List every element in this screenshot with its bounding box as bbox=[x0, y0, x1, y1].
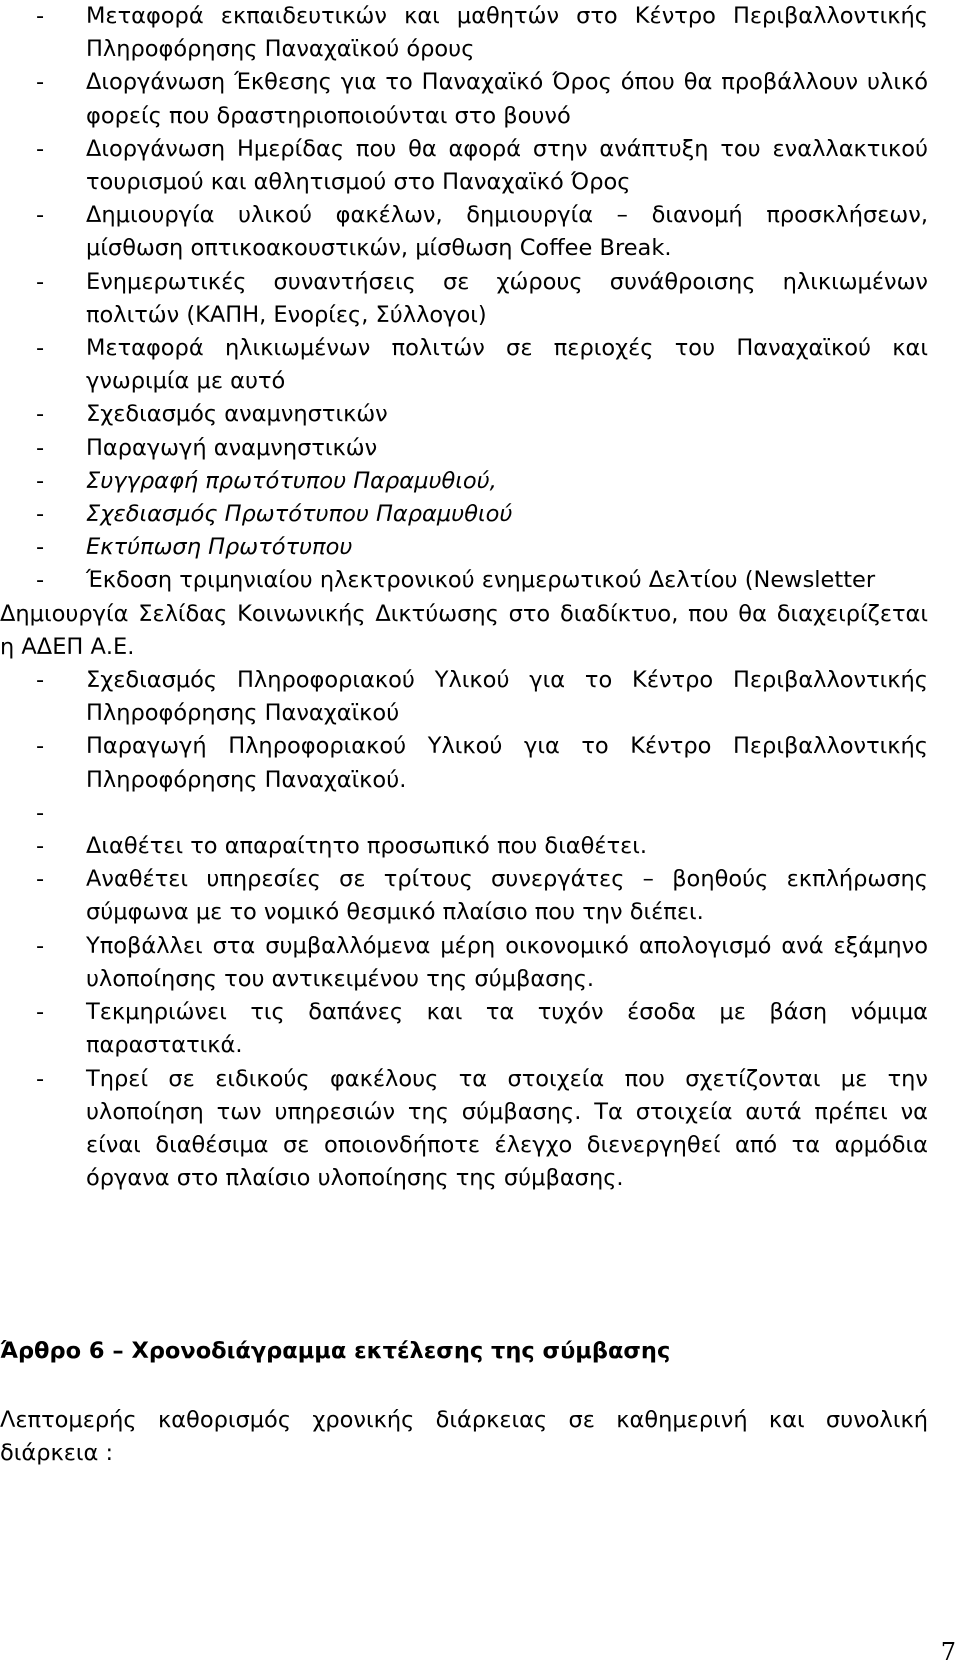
list-item bbox=[36, 432, 928, 465]
list-item-text: Διοργάνωση Ημερίδας που θα αφορά στην ανάπτυξη του εναλλακτικού τουρισμού και αθλητισμού στο Παναχαϊκό Όρος bbox=[86, 135, 928, 196]
list-item-text: Τεκμηριώνει τις δαπάνες και τα τυχόν έσοδα με βάση νόμιμα παραστατικά. bbox=[86, 999, 928, 1059]
list-item bbox=[36, 465, 928, 498]
list-item-text: Σχεδιασμός Πληροφοριακού Υλικού για το Κέντρο Περιβαλλοντικής Πληροφόρησης Παναχαϊκού bbox=[86, 667, 928, 727]
list-dash: - bbox=[36, 135, 45, 162]
list-item-text: Σχεδιασμός αναμνηστικών bbox=[86, 401, 388, 428]
list-item bbox=[36, 863, 928, 929]
list-item-text: Σχεδιασμός Πρωτότυπου Παραμυθιού bbox=[86, 501, 513, 528]
list-item bbox=[36, 1063, 928, 1196]
page-number: 7 bbox=[940, 1638, 956, 1666]
list-item bbox=[36, 730, 928, 796]
list-item bbox=[36, 531, 928, 564]
list-dash: - bbox=[36, 467, 45, 494]
list-item bbox=[36, 332, 928, 398]
list-dash: - bbox=[36, 202, 45, 229]
list-item-text: Παραγωγή αναμνηστικών bbox=[86, 434, 378, 461]
list-dash: - bbox=[36, 434, 45, 461]
list-item-text: Παραγωγή Πληροφοριακού Υλικού για το Κέντρο Περιβαλλοντικής Πληροφόρησης Παναχαϊκού. bbox=[86, 733, 928, 793]
list-dash: - bbox=[36, 268, 45, 295]
list-item-text: Μεταφορά εκπαιδευτικών και μαθητών στο Κέντρο Περιβαλλοντικής Πληροφόρησης Παναχαϊκού όρους bbox=[86, 3, 928, 63]
list-item bbox=[36, 996, 928, 1062]
list-item bbox=[36, 398, 928, 431]
list-item-text: Διοργάνωση Έκθεσης για το Παναχαϊκό Όρος όπου θα προβάλλουν υλικό φορείς που δραστηριοποιούνται στο βουνό bbox=[86, 69, 928, 129]
list-dash: - bbox=[36, 799, 45, 826]
list-item-text: Έκδοση τριμηνιαίου ηλεκτρονικού ενημερωτικού Δελτίου (Newsletter bbox=[86, 567, 876, 594]
list-item-text: Δημιουργία υλικού φακέλων, δημιουργία – διανομή προσκλήσεων, μίσθωση οπτικοακουστικών, μίσθωση Coffee Break. bbox=[86, 202, 928, 262]
list-dash: - bbox=[36, 999, 45, 1026]
list-dash: - bbox=[36, 667, 45, 694]
list-dash: - bbox=[36, 833, 45, 860]
list-item bbox=[36, 930, 928, 996]
list-item-text bbox=[86, 800, 93, 826]
list-item bbox=[36, 830, 928, 863]
list-item bbox=[36, 66, 928, 132]
list-dash: - bbox=[36, 932, 45, 959]
section-paragraph: Λεπτομερής καθορισμός χρονικής διάρκειας σε καθημερινή και συνολική διάρκεια : bbox=[0, 1407, 928, 1467]
list-dash: - bbox=[36, 335, 45, 362]
list-dash: - bbox=[36, 567, 45, 594]
list-item-text: Συγγραφή πρωτότυπου Παραμυθιού, bbox=[86, 467, 497, 494]
list-item bbox=[36, 797, 928, 830]
list-item bbox=[36, 266, 928, 332]
list-item-text: Αναθέτει υπηρεσίες σε τρίτους συνεργάτες – βοηθούς εκπλήρωσης σύμφωνα με το νομικό θεσμικό πλαίσιο που την διέπει. bbox=[86, 866, 928, 926]
list-item-text: Μεταφορά ηλικιωμένων πολιτών σε περιοχές του Παναχαϊκού και γνωριμία με αυτό bbox=[86, 335, 928, 395]
section-heading: Άρθρο 6 – Χρονοδιάγραμμα εκτέλεσης της σύμβασης bbox=[0, 1338, 671, 1364]
list-item bbox=[36, 564, 928, 597]
list-item-text: Υποβάλλει στα συμβαλλόμενα μέρη οικονομικό απολογισμό ανά εξάμηνο υλοποίησης του αντικειμένου της σύμβασης. bbox=[86, 932, 928, 992]
list-item bbox=[36, 664, 928, 730]
list-item bbox=[36, 498, 928, 531]
list-item-text: Ενημερωτικές συναντήσεις σε χώρους συνάθροισης ηλικιωμένων πολιτών (ΚΑΠΗ, Ενορίες, Σύλλογοι) bbox=[86, 268, 928, 328]
list-dash: - bbox=[36, 3, 45, 29]
list-dash: - bbox=[36, 501, 45, 528]
list-dash: - bbox=[36, 534, 45, 561]
list-item-text: Εκτύπωση Πρωτότυπου bbox=[86, 534, 353, 561]
list-item bbox=[36, 199, 928, 265]
list-item-text: Διαθέτει το απαραίτητο προσωπικό που διαθέτει. bbox=[86, 833, 648, 860]
list-item-text: Τηρεί σε ειδικούς φακέλους τα στοιχεία που σχετίζονται με την υλοποίηση των υπηρεσιών της σύμβασης. Τα στοιχεία αυτά πρέπει να είναι διαθέσιμα σε οποιονδήποτε έλεγχο διενεργηθεί από τα αρμόδια όργανα στο πλαίσιο υλοποίησης της σύμβασης. bbox=[86, 1065, 928, 1192]
list-item bbox=[36, 133, 928, 199]
standalone-line: Δημιουργία Σελίδας Κοινωνικής Δικτύωσης στο διαδίκτυο, που θα διαχειρίζεται η ΑΔΕΠ Α.Ε. bbox=[0, 600, 928, 660]
list-dash: - bbox=[36, 866, 45, 893]
list-item bbox=[36, 0, 928, 66]
list-dash: - bbox=[36, 733, 45, 760]
list-dash: - bbox=[36, 69, 45, 96]
list-dash: - bbox=[36, 401, 45, 428]
list-dash: - bbox=[36, 1065, 45, 1092]
